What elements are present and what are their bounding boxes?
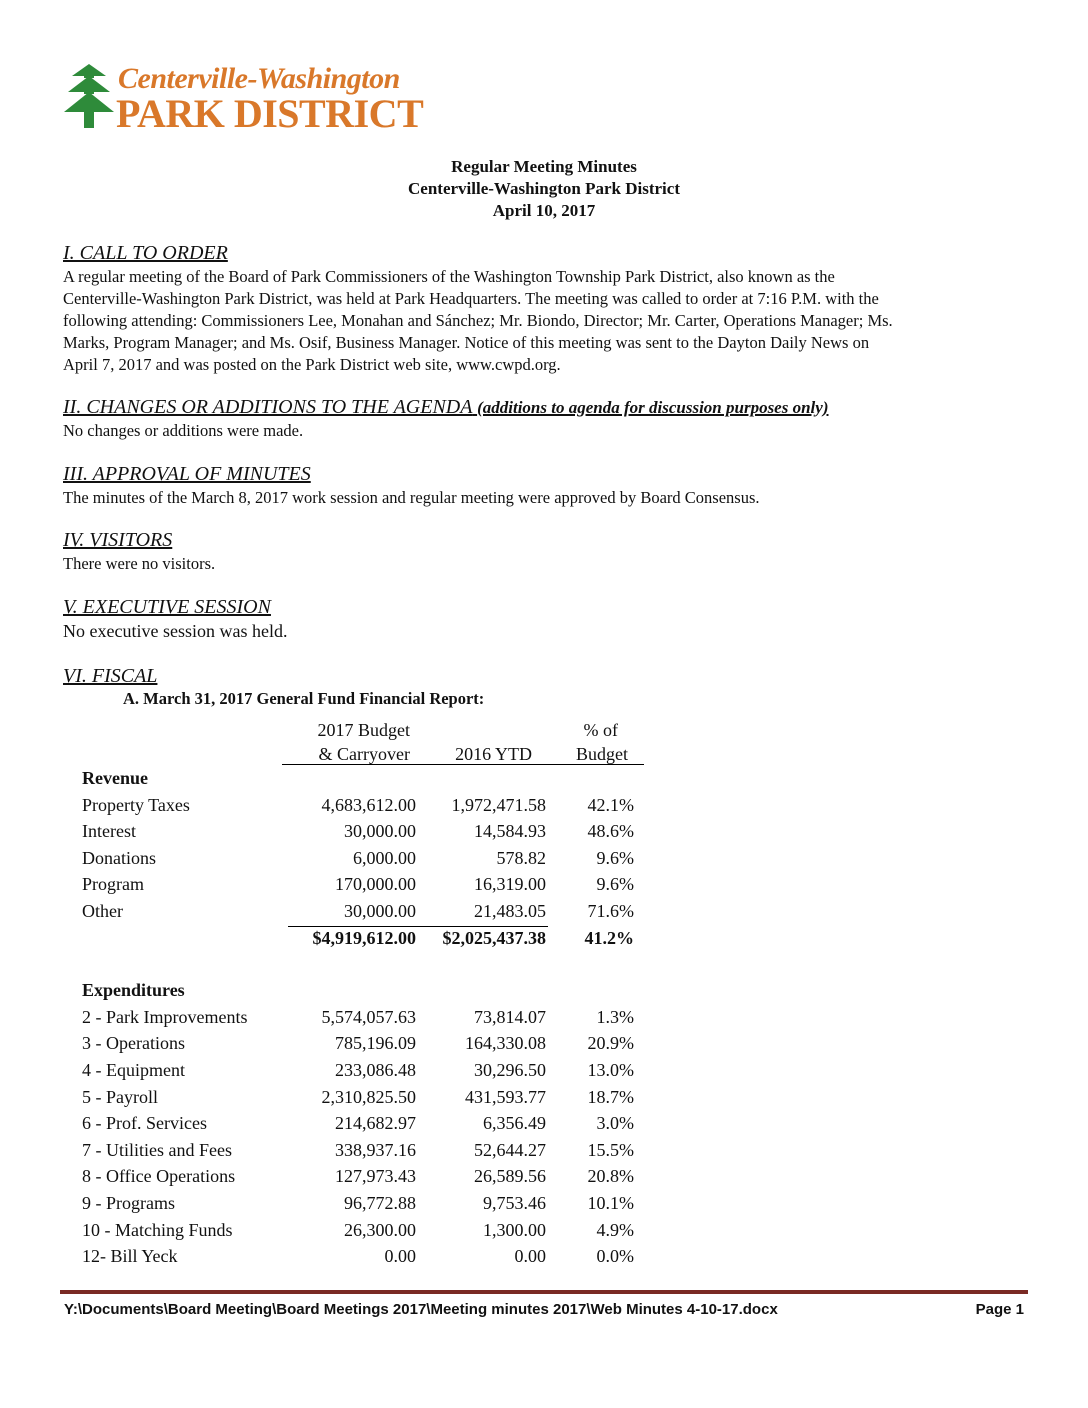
paragraph-line: No changes or additions were made. [63, 421, 304, 440]
revenue-label-row [82, 768, 662, 795]
row-ytd: 30,296.50 [474, 1059, 546, 1080]
section-heading-fiscal: VI. FISCAL [63, 665, 158, 687]
revenue-total-pct: 41.2% [584, 927, 634, 948]
header-budget-line2: & Carryover [318, 744, 410, 764]
expenditure-row [82, 1033, 662, 1060]
paragraph-line: The minutes of the March 8, 2017 work session and regular meeting were approved by Board Consensus. [63, 488, 760, 507]
row-ytd: 26,589.56 [474, 1166, 546, 1187]
row-budget: 0.00 [384, 1246, 416, 1267]
agenda-paragraph [63, 420, 1023, 442]
row-label: 4 - Equipment [82, 1059, 185, 1080]
row-label: 2 - Park Improvements [82, 1006, 248, 1027]
row-budget: 30,000.00 [344, 900, 416, 921]
revenue-row [82, 874, 662, 901]
row-label: 5 - Payroll [82, 1086, 158, 1107]
row-budget: 170,000.00 [335, 874, 416, 895]
row-ytd: 0.00 [514, 1246, 546, 1267]
revenue-row [82, 821, 662, 848]
row-budget: 785,196.09 [335, 1033, 416, 1054]
row-label: 12- Bill Yeck [82, 1246, 178, 1267]
row-budget: 26,300.00 [344, 1219, 416, 1240]
row-label: 6 - Prof. Services [82, 1113, 207, 1134]
financial-report-table [82, 714, 662, 1273]
row-label: Other [82, 900, 123, 921]
agenda-heading-note: (additions to agenda for discussion purposes only) [477, 398, 829, 417]
header-budget-line1: 2017 Budget [317, 720, 410, 740]
row-budget: 96,772.88 [344, 1192, 416, 1213]
row-pct: 42.1% [587, 794, 634, 815]
doc-title: Regular Meeting Minutes [451, 157, 637, 176]
row-label: Program [82, 874, 144, 895]
footer-file-path: Y:\Documents\Board Meeting\Board Meetings 2017\Meeting minutes 2017\Web Minutes 4-10-17.docx [64, 1301, 778, 1318]
row-budget: 30,000.00 [344, 821, 416, 842]
revenue-row [82, 795, 662, 822]
expenditure-row [82, 1140, 662, 1167]
row-ytd: 16,319.00 [474, 874, 546, 895]
row-budget: 214,682.97 [335, 1113, 416, 1134]
revenue-total-budget: $4,919,612.00 [312, 927, 416, 948]
expenditures-label-row [82, 980, 662, 1007]
row-ytd: 1,972,471.58 [451, 794, 546, 815]
section-heading-visitors: IV. VISITORS [63, 529, 173, 551]
row-pct: 4.9% [596, 1219, 634, 1240]
tree-icon [62, 62, 116, 130]
visitors-paragraph [63, 553, 1023, 575]
paragraph-line: following attending: Commissioners Lee, Monahan and Sánchez; Mr. Biondo, Director; Mr. Carter, Operations Manager; Ms. [63, 311, 893, 330]
row-budget: 5,574,057.63 [321, 1006, 416, 1027]
agenda-heading-text: II. CHANGES OR ADDITIONS TO THE AGENDA [63, 396, 473, 418]
doc-organization: Centerville-Washington Park District [408, 179, 680, 198]
logo-line-2: PARK DISTRICT [116, 91, 424, 136]
expenditure-row [82, 1007, 662, 1034]
row-label: 9 - Programs [82, 1192, 175, 1213]
expenditure-row [82, 1087, 662, 1114]
row-ytd: 431,593.77 [465, 1086, 546, 1107]
row-ytd: 14,584.93 [474, 821, 546, 842]
total-underline [288, 926, 548, 927]
revenue-rows [82, 795, 662, 928]
row-pct: 71.6% [587, 900, 634, 921]
row-label: 8 - Office Operations [82, 1166, 236, 1187]
expenditure-row [82, 1060, 662, 1087]
row-label: 10 - Matching Funds [82, 1219, 233, 1240]
row-pct: 13.0% [587, 1059, 634, 1080]
header-underline [282, 764, 644, 765]
section-heading-call-to-order: I. CALL TO ORDER [63, 242, 228, 264]
expenditure-row [82, 1166, 662, 1193]
section-heading-minutes: III. APPROVAL OF MINUTES [63, 463, 311, 485]
executive-paragraph [63, 620, 1023, 642]
table-header [82, 714, 662, 764]
row-ytd: 1,300.00 [483, 1219, 546, 1240]
expenditures-label: Expenditures [82, 980, 185, 1001]
row-pct: 18.7% [587, 1086, 634, 1107]
revenue-row [82, 848, 662, 875]
paragraph-line: A regular meeting of the Board of Park Commissioners of the Washington Township Park District, also known as the [63, 267, 835, 286]
row-budget: 6,000.00 [353, 847, 416, 868]
row-pct: 9.6% [596, 874, 634, 895]
expenditure-row [82, 1220, 662, 1247]
row-ytd: 73,814.07 [474, 1006, 546, 1027]
row-ytd: 6,356.49 [483, 1113, 546, 1134]
row-pct: 20.9% [587, 1033, 634, 1054]
row-ytd: 21,483.05 [474, 900, 546, 921]
footer-page-number: Page 1 [975, 1301, 1024, 1318]
row-budget: 233,086.48 [335, 1059, 416, 1080]
park-district-logo [62, 62, 424, 136]
row-budget: 2,310,825.50 [321, 1086, 416, 1107]
row-budget: 338,937.16 [335, 1139, 416, 1160]
row-label: Interest [82, 821, 136, 842]
paragraph-line: April 7, 2017 and was posted on the Park District web site, www.cwpd.org. [63, 355, 561, 374]
section-heading-agenda [63, 396, 828, 419]
footer-rule [60, 1290, 1028, 1294]
section-heading-executive-session: V. EXECUTIVE SESSION [63, 596, 271, 618]
revenue-total-row [82, 928, 662, 955]
row-pct: 20.8% [587, 1166, 634, 1187]
row-budget: 4,683,612.00 [321, 794, 416, 815]
row-pct: 1.3% [596, 1006, 634, 1027]
logo-line-1: Centerville-Washington [118, 62, 400, 95]
row-label: 7 - Utilities and Fees [82, 1139, 232, 1160]
expenditure-row [82, 1193, 662, 1220]
paragraph-line: No executive session was held. [63, 621, 288, 641]
row-pct: 3.0% [596, 1113, 634, 1134]
row-pct: 10.1% [587, 1192, 634, 1213]
minutes-paragraph [63, 487, 1023, 509]
paragraph-line: Marks, Program Manager; and Ms. Osif, Business Manager. Notice of this meeting was sent to the Dayton Daily News on [63, 333, 870, 352]
header-pct-line2: Budget [576, 744, 628, 764]
row-label: Donations [82, 847, 156, 868]
expenditure-row [82, 1246, 662, 1273]
row-pct: 9.6% [596, 847, 634, 868]
row-pct: 0.0% [596, 1246, 634, 1267]
row-pct: 15.5% [587, 1139, 634, 1160]
row-label: Property Taxes [82, 794, 190, 815]
call-to-order-paragraph [63, 266, 1023, 376]
revenue-total-ytd: $2,025,437.38 [442, 927, 546, 948]
row-ytd: 9,753.46 [483, 1192, 546, 1213]
revenue-label: Revenue [82, 768, 148, 788]
row-ytd: 52,644.27 [474, 1139, 546, 1160]
header-pct-line1: % of [583, 720, 618, 740]
expenditure-row [82, 1113, 662, 1140]
row-budget: 127,973.43 [335, 1166, 416, 1187]
row-ytd: 164,330.08 [465, 1033, 546, 1054]
header-ytd: 2016 YTD [455, 744, 532, 764]
revenue-row [82, 901, 662, 928]
row-pct: 48.6% [587, 821, 634, 842]
fiscal-subheading: A. March 31, 2017 General Fund Financial Report: [123, 689, 485, 708]
row-label: 3 - Operations [82, 1033, 185, 1054]
expenditure-rows [82, 1007, 662, 1273]
doc-date: April 10, 2017 [492, 201, 596, 220]
paragraph-line: There were no visitors. [63, 554, 216, 573]
row-ytd: 578.82 [496, 847, 546, 868]
paragraph-line: Centerville-Washington Park District, was held at Park Headquarters. The meeting was called to order at 7:16 P.M. with the [63, 289, 879, 308]
